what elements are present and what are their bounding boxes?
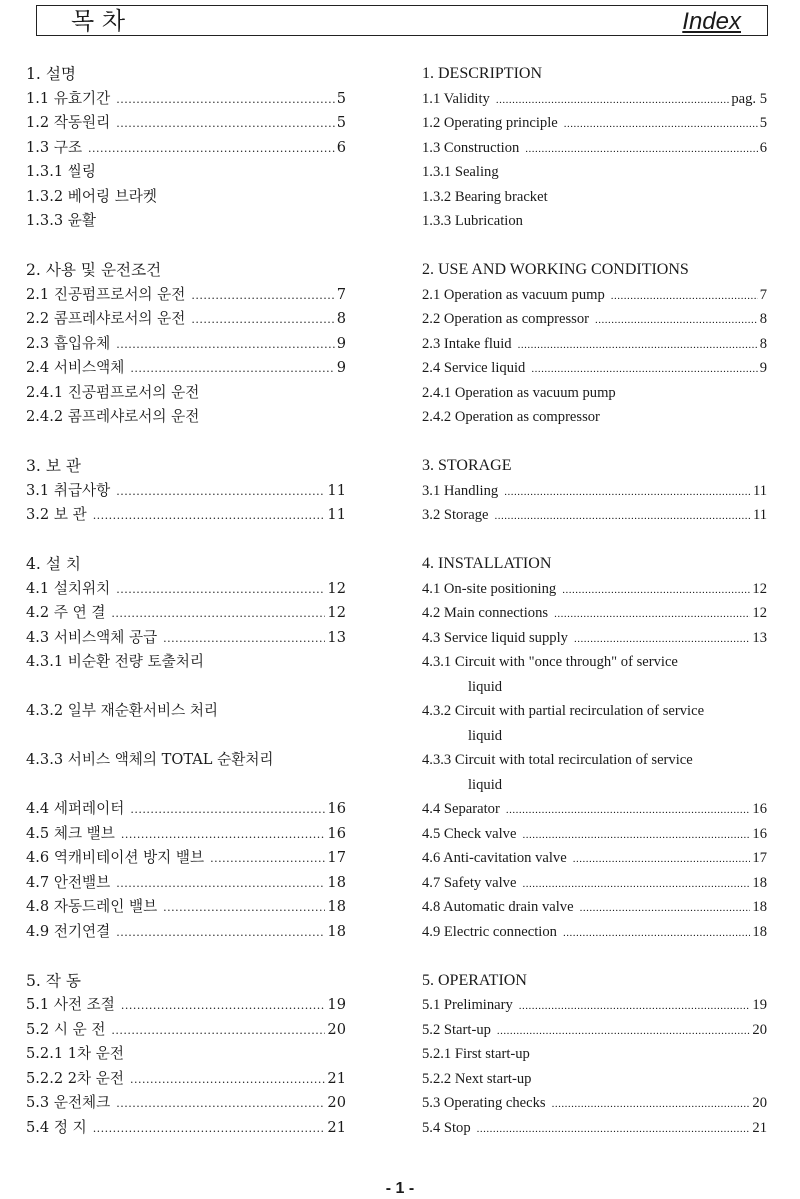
en-entry-continuation[interactable] (422, 724, 767, 749)
ko-entry-label: 2. 사용 및 운전조건 (26, 261, 162, 279)
en-dot-leader (522, 872, 750, 897)
ko-toc-entry[interactable] (26, 871, 346, 896)
en-entry-page-number: 16 (752, 801, 767, 817)
en-entry-label: 2.4.2 Operation as compressor (422, 409, 600, 425)
en-section-5 (422, 969, 767, 1141)
en-entry-label: 5.4 Stop (422, 1119, 471, 1136)
en-entry-label: 4.8 Automatic drain valve (422, 899, 574, 915)
ko-section-heading[interactable] (26, 258, 346, 283)
ko-dot-leader (88, 137, 335, 162)
ko-dot-leader (130, 798, 325, 823)
en-entry-label: 4. INSTALLATION (422, 555, 552, 572)
ko-entry-label: 2.4 서비스액체 (26, 359, 125, 376)
ko-section-heading[interactable] (26, 454, 346, 479)
ko-entry-label: 5.3 운전체크 (26, 1094, 111, 1111)
ko-section-heading[interactable] (26, 969, 346, 994)
en-dot-leader (611, 284, 758, 309)
ko-entry-label: 3. 보 관 (26, 457, 81, 475)
ko-section-1 (26, 62, 346, 234)
ko-entry-page-number: 19 (327, 996, 346, 1013)
ko-entry-label: 4.3 서비스액체 공급 (26, 628, 158, 646)
ko-entry-page-number: 20 (327, 1094, 346, 1111)
en-entry-label: 1.3 Construction (422, 139, 520, 156)
ko-dot-leader (116, 921, 325, 946)
en-toc-entry[interactable] (422, 136, 767, 161)
ko-entry-label: 3.2 보 관 (26, 506, 87, 523)
ko-toc-entry[interactable] (26, 405, 346, 430)
en-entry-page-number: 18 (752, 923, 767, 940)
ko-entry-page-number: 18 (327, 873, 346, 891)
ko-entry-page-number: 8 (336, 310, 346, 327)
en-toc-entry[interactable] (422, 846, 767, 871)
en-entry-label: 1.3.1 Sealing (422, 164, 499, 180)
en-toc-entry[interactable] (422, 797, 767, 822)
ko-entry-page-number: 11 (327, 481, 346, 499)
ko-toc-entry[interactable] (26, 920, 346, 945)
en-entry-label: 2.3 Intake fluid (422, 335, 512, 352)
en-dot-leader (518, 333, 758, 358)
en-entry-label: 3. STORAGE (422, 457, 512, 474)
ko-entry-page-number: 9 (336, 359, 346, 376)
page-number: - 1 - (385, 1180, 415, 1197)
en-entry-label: 5.3 Operating checks (422, 1095, 546, 1111)
en-toc-entry[interactable] (422, 1091, 767, 1116)
en-entry-label: 5.1 Preliminary (422, 997, 513, 1013)
en-entry-page-number: 6 (759, 139, 767, 156)
en-entry-label: 4.3.3 Circuit with total recirculation of service (422, 752, 693, 768)
en-toc-entry[interactable] (422, 209, 767, 234)
en-section-heading[interactable] (422, 454, 767, 479)
ko-toc-entry[interactable] (26, 601, 346, 626)
en-toc-entry[interactable] (422, 87, 767, 112)
en-dot-leader (504, 480, 751, 505)
en-section-4 (422, 552, 767, 944)
en-toc-entry[interactable] (422, 920, 767, 945)
en-section-heading[interactable] (422, 62, 767, 87)
ko-toc-entry[interactable] (26, 822, 346, 847)
en-entry-page-number: 17 (752, 850, 767, 866)
en-entry-label: 4.3.1 Circuit with "once through" of service (422, 654, 678, 670)
en-dot-leader (580, 896, 751, 921)
ko-entry-page-number: 7 (336, 285, 346, 303)
ko-dot-leader (116, 112, 334, 137)
toc-english-column (422, 62, 767, 1165)
ko-entry-page-number: 21 (327, 1118, 346, 1136)
ko-toc-entry[interactable] (26, 381, 346, 406)
en-entry-label: 4.9 Electric connection (422, 923, 557, 940)
ko-dot-leader (116, 1092, 325, 1117)
en-section-1 (422, 62, 767, 234)
en-dot-leader (564, 112, 758, 137)
en-entry-label: 3.2 Storage (422, 507, 489, 523)
en-section-2 (422, 258, 767, 430)
en-dot-leader (562, 578, 750, 603)
ko-toc-entry[interactable] (26, 185, 346, 210)
ko-toc-entry[interactable] (26, 699, 346, 724)
ko-entry-label: 5.4 정 지 (26, 1118, 87, 1136)
ko-dot-leader (111, 1019, 325, 1044)
en-dot-leader (496, 88, 729, 113)
en-toc-entry[interactable] (422, 626, 767, 651)
en-toc-entry[interactable] (422, 871, 767, 896)
ko-dot-leader (116, 333, 334, 358)
en-toc-entry[interactable] (422, 601, 767, 626)
ko-entry-page-number: 12 (327, 604, 346, 621)
ko-toc-entry[interactable] (26, 993, 346, 1018)
en-dot-leader (506, 798, 751, 823)
ko-toc-entry[interactable] (26, 650, 346, 675)
en-entry-label: 4.5 Check valve (422, 825, 517, 842)
en-entry-label: 4.3.2 Circuit with partial recirculation of service (422, 703, 705, 719)
en-section-3 (422, 454, 767, 528)
ko-toc-entry[interactable] (26, 748, 346, 773)
en-entry-label: liquid (468, 727, 503, 744)
ko-dot-leader (116, 88, 334, 113)
ko-section-heading[interactable] (26, 552, 346, 577)
ko-entry-label: 5.2.2 2차 운전 (26, 1069, 124, 1087)
ko-entry-label: 4.7 안전밸브 (26, 873, 111, 891)
en-dot-leader (574, 627, 750, 652)
ko-entry-label: 1.2 작동원리 (26, 114, 111, 131)
ko-toc-entry[interactable] (26, 846, 346, 871)
ko-dot-leader (93, 1117, 326, 1142)
en-entry-label: 4.2 Main connections (422, 605, 549, 621)
en-entry-label: 2. USE AND WORKING CONDITIONS (422, 261, 689, 278)
ko-dot-leader (163, 627, 325, 652)
ko-entry-label: 4. 설 치 (26, 555, 81, 573)
en-entry-label: 1.3.2 Bearing bracket (422, 188, 548, 205)
en-dot-leader (563, 921, 750, 946)
en-entry-label: 1.3.3 Lubrication (422, 213, 523, 229)
ko-entry-page-number: 20 (327, 1020, 346, 1038)
index-header-box (36, 5, 768, 36)
ko-toc-entry[interactable] (26, 136, 346, 161)
en-toc-entry[interactable] (422, 185, 767, 210)
ko-dot-leader (130, 1068, 325, 1093)
ko-entry-label: 2.3 흡입유체 (26, 334, 111, 352)
en-entry-page-number: 5 (759, 115, 767, 131)
ko-section-2 (26, 258, 346, 430)
en-entry-page-number: 7 (759, 286, 767, 303)
en-entry-label: 4.3 Service liquid supply (422, 629, 568, 646)
ko-dot-leader (116, 578, 325, 603)
en-entry-label: 2.4.1 Operation as vacuum pump (422, 384, 616, 401)
ko-dot-leader (191, 308, 334, 333)
en-entry-label: liquid (468, 776, 503, 793)
ko-entry-label: 4.6 역캐비테이션 방지 밸브 (26, 849, 205, 866)
en-toc-entry[interactable] (422, 895, 767, 920)
ko-entry-label: 1.1 유효기간 (26, 89, 111, 107)
en-dot-leader (573, 847, 751, 872)
en-entry-continuation[interactable] (422, 773, 767, 798)
ko-section-4 (26, 552, 346, 944)
ko-entry-label: 5.2 시 운 전 (26, 1020, 106, 1038)
en-dot-leader (519, 994, 751, 1019)
ko-entry-page-number: 16 (327, 800, 346, 817)
ko-entry-label: 2.4.1 진공펌프로서의 운전 (26, 383, 200, 401)
en-section-heading[interactable] (422, 552, 767, 577)
en-dot-leader (554, 602, 750, 627)
ko-dot-leader (191, 284, 334, 309)
en-entry-page-number: 20 (752, 1021, 767, 1038)
ko-entry-label: 4.9 전기연결 (26, 922, 111, 940)
en-entry-label: 4.1 On-site positioning (422, 580, 557, 597)
en-entry-label: 2.2 Operation as compressor (422, 311, 589, 327)
en-toc-entry[interactable] (422, 1067, 767, 1092)
en-entry-page-number: 21 (752, 1119, 767, 1136)
en-dot-leader (552, 1092, 751, 1117)
toc-korean-column (26, 62, 346, 1165)
ko-toc-entry[interactable] (26, 577, 346, 602)
en-entry-label: 4.7 Safety valve (422, 874, 517, 891)
en-entry-page-number: 8 (759, 311, 767, 327)
en-entry-label: 5.2 Start-up (422, 1021, 491, 1038)
ko-toc-entry[interactable] (26, 283, 346, 308)
ko-dot-leader (111, 602, 325, 627)
ko-entry-label: 4.3.3 서비스 액체의 TOTAL 순환처리 (26, 751, 274, 768)
en-toc-entry[interactable] (422, 822, 767, 847)
ko-toc-entry[interactable] (26, 209, 346, 234)
ko-entry-label: 1.3 구조 (26, 138, 83, 156)
ko-entry-label: 1.3.2 베어링 브라켓 (26, 187, 157, 205)
ko-toc-entry[interactable] (26, 1018, 346, 1043)
ko-entry-label: 2.1 진공펌프로서의 운전 (26, 285, 186, 303)
en-toc-entry[interactable] (422, 1116, 767, 1141)
ko-dot-leader (121, 994, 326, 1019)
en-entry-page-number: 11 (752, 507, 767, 523)
ko-entry-page-number: 13 (327, 628, 346, 646)
ko-entry-label: 4.2 주 연 결 (26, 604, 106, 621)
ko-toc-entry[interactable] (26, 1042, 346, 1067)
en-entry-label: liquid (468, 678, 503, 695)
en-entry-label: 5.2.1 First start-up (422, 1046, 530, 1062)
ko-toc-entry[interactable] (26, 356, 346, 381)
en-entry-label: 4.4 Separator (422, 801, 500, 817)
ko-entry-label: 2.2 콤프레샤로서의 운전 (26, 310, 186, 327)
en-dot-leader (522, 823, 750, 848)
en-toc-entry[interactable] (422, 479, 767, 504)
en-dot-leader (494, 504, 750, 529)
ko-entry-label: 1.3.1 씰링 (26, 163, 96, 180)
en-toc-entry[interactable] (422, 1018, 767, 1043)
ko-toc-entry[interactable] (26, 87, 346, 112)
ko-dot-leader (121, 823, 326, 848)
en-entry-label: 3.1 Handling (422, 482, 499, 499)
en-toc-entry[interactable] (422, 503, 767, 528)
ko-toc-entry[interactable] (26, 160, 346, 185)
en-toc-entry[interactable] (422, 356, 767, 381)
en-entry-page-number: 13 (752, 629, 767, 646)
ko-entry-page-number: 9 (336, 334, 346, 352)
en-toc-entry[interactable] (422, 748, 767, 773)
en-entry-label: 2.4 Service liquid (422, 360, 526, 376)
ko-dot-leader (210, 847, 325, 872)
en-entry-page-number: 8 (759, 335, 767, 352)
ko-toc-entry[interactable] (26, 626, 346, 651)
en-entry-label: 1. DESCRIPTION (422, 65, 543, 82)
en-entry-page-number: 12 (752, 605, 767, 621)
ko-toc-entry[interactable] (26, 332, 346, 357)
en-entry-page-number: 16 (752, 825, 767, 842)
ko-entry-page-number: 12 (327, 579, 346, 597)
en-entry-page-number: pag. 5 (731, 90, 767, 107)
en-entry-label: 2.1 Operation as vacuum pump (422, 286, 605, 303)
ko-section-5 (26, 969, 346, 1141)
ko-toc-entry[interactable] (26, 1116, 346, 1141)
ko-dot-leader (116, 480, 325, 505)
ko-entry-label: 4.3.1 비순환 전량 토출처리 (26, 653, 204, 670)
ko-entry-page-number: 17 (327, 849, 346, 866)
ko-entry-page-number: 18 (327, 898, 346, 915)
ko-entry-page-number: 6 (336, 138, 346, 156)
en-entry-page-number: 18 (752, 899, 767, 915)
page-title-english: Index (682, 8, 741, 35)
ko-entry-page-number: 5 (336, 89, 346, 107)
ko-dot-leader (163, 896, 325, 921)
ko-toc-entry[interactable] (26, 307, 346, 332)
ko-section-3 (26, 454, 346, 528)
en-section-heading[interactable] (422, 969, 767, 994)
en-entry-page-number: 11 (752, 482, 767, 499)
ko-entry-label: 2.4.2 콤프레샤로서의 운전 (26, 408, 200, 425)
en-entry-continuation[interactable] (422, 675, 767, 700)
ko-entry-page-number: 21 (327, 1069, 346, 1087)
ko-entry-label: 5. 작 동 (26, 971, 81, 990)
en-dot-leader (477, 1117, 751, 1142)
en-toc-entry[interactable] (422, 381, 767, 406)
ko-entry-page-number: 16 (327, 824, 346, 842)
en-entry-label: 1.2 Operating principle (422, 115, 558, 131)
en-toc-entry[interactable] (422, 332, 767, 357)
ko-entry-label: 4.3.2 일부 재순환서비스 처리 (26, 702, 219, 719)
ko-toc-entry[interactable] (26, 797, 346, 822)
en-toc-entry[interactable] (422, 160, 767, 185)
en-entry-page-number: 19 (752, 997, 767, 1013)
en-dot-leader (525, 137, 757, 162)
en-section-heading[interactable] (422, 258, 767, 283)
page-title-korean: 목 차 (71, 7, 125, 35)
ko-toc-entry[interactable] (26, 895, 346, 920)
ko-dot-leader (130, 357, 334, 382)
en-toc-entry[interactable] (422, 283, 767, 308)
ko-dot-leader (93, 504, 326, 529)
en-dot-leader (497, 1019, 750, 1044)
ko-entry-label: 4.1 설치위치 (26, 579, 111, 597)
en-entry-label: 1.1 Validity (422, 90, 490, 107)
en-toc-entry[interactable] (422, 650, 767, 675)
ko-toc-entry[interactable] (26, 503, 346, 528)
ko-entry-label: 4.5 체크 밸브 (26, 824, 115, 842)
en-entry-page-number: 20 (752, 1095, 767, 1111)
ko-section-heading[interactable] (26, 62, 346, 87)
ko-toc-entry[interactable] (26, 1067, 346, 1092)
ko-entry-label: 5.2.1 1차 운전 (26, 1045, 124, 1062)
en-toc-entry[interactable] (422, 993, 767, 1018)
ko-toc-entry (26, 773, 346, 798)
ko-toc-entry (26, 675, 346, 700)
ko-toc-entry (26, 724, 346, 749)
en-dot-leader (595, 308, 758, 333)
en-entry-page-number: 12 (752, 580, 767, 597)
ko-entry-label: 3.1 취급사항 (26, 481, 111, 499)
en-toc-entry[interactable] (422, 1042, 767, 1067)
en-entry-page-number: 18 (752, 874, 767, 891)
en-toc-entry[interactable] (422, 111, 767, 136)
ko-toc-entry[interactable] (26, 111, 346, 136)
en-entry-label: 5. OPERATION (422, 971, 527, 989)
en-toc-entry[interactable] (422, 699, 767, 724)
en-entry-label: 4.6 Anti-cavitation valve (422, 850, 567, 866)
ko-toc-entry[interactable] (26, 1091, 346, 1116)
en-dot-leader (531, 357, 757, 382)
en-toc-entry[interactable] (422, 307, 767, 332)
ko-entry-label: 4.8 자동드레인 밸브 (26, 898, 158, 915)
ko-dot-leader (116, 872, 325, 897)
ko-entry-label: 1.3.3 윤활 (26, 212, 96, 229)
ko-entry-page-number: 11 (327, 506, 346, 523)
en-toc-entry[interactable] (422, 405, 767, 430)
en-entry-page-number: 9 (759, 360, 767, 376)
ko-entry-label: 5.1 사전 조절 (26, 996, 115, 1013)
en-entry-label: 5.2.2 Next start-up (422, 1070, 532, 1087)
ko-entry-page-number: 18 (327, 922, 346, 940)
en-toc-entry[interactable] (422, 577, 767, 602)
ko-entry-page-number: 5 (336, 114, 346, 131)
ko-toc-entry[interactable] (26, 479, 346, 504)
ko-entry-label: 1. 설명 (26, 65, 76, 83)
ko-entry-label: 4.4 세퍼레이터 (26, 800, 125, 817)
